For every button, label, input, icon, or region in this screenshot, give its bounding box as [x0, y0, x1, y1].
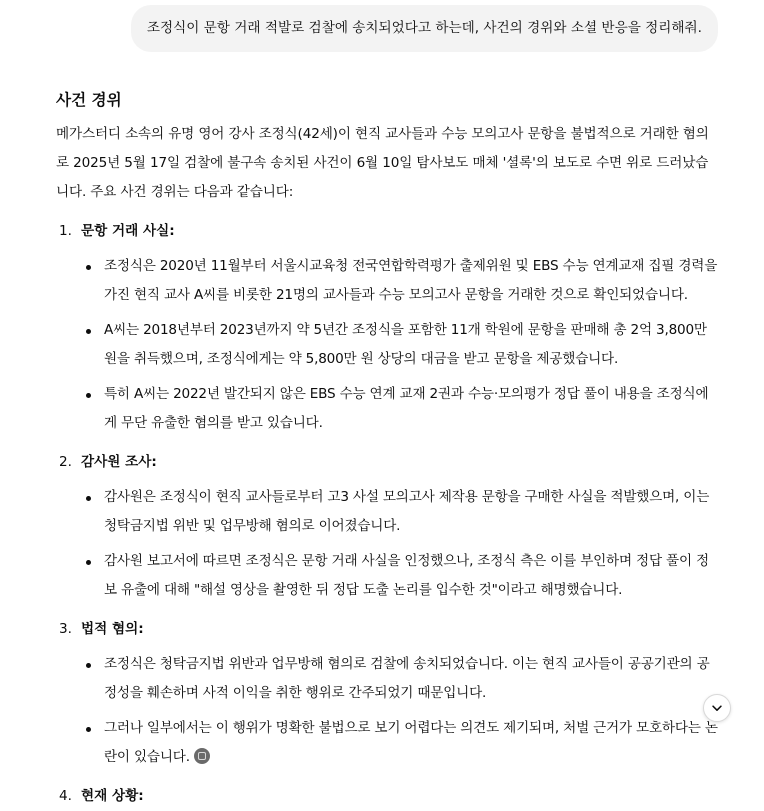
section-title: 감사원 조사: — [81, 454, 157, 470]
source-citation-icon[interactable] — [194, 748, 210, 764]
section-list — [56, 217, 718, 811]
bullet-item: 조정식은 2020년 11월부터 서울시교육청 전국연합학력평가 출제위원 및 EBS 수능 연계교재 집필 경력을 가진 현직 교사 A씨를 비롯한 21명의 교사들과 수능 모의고사 문항을 거래한 것으로 확인되었습니다. — [56, 252, 718, 310]
section-number: 2. — [59, 454, 72, 470]
bullet-item: 감사원은 조정식이 현직 교사들로부터 고3 사설 모의고사 제작용 문항을 구매한 사실을 적발했으며, 이는 청탁금지법 위반 및 업무방해 혐의로 이어졌습니다. — [56, 483, 718, 541]
answer-heading: 사건 경위 — [56, 91, 122, 109]
section-number: 1. — [59, 223, 72, 239]
bullet-item: 조정식은 청탁금지법 위반과 업무방해 혐의로 검찰에 송치되었습니다. 이는 현직 교사들이 공공기관의 공정성을 훼손하며 사적 이익을 취한 행위로 간주되었기 때문입니다. — [56, 650, 718, 708]
section-number: 3. — [59, 621, 72, 637]
section-number: 4. — [59, 788, 72, 804]
answer-intro: 메가스터디 소속의 유명 영어 강사 조정식(42세)이 현직 교사들과 수능 모의고사 문항을 불법적으로 거래한 혐의로 2025년 5월 17일 검찰에 불구속 송치된 사건이 6월 10일 탐사보도 매체 '셜록'의 보도로 수면 위로 드러났습니다. 주요 사건 경위는 다음과 같습니다: — [56, 126, 709, 200]
user-message-bubble: 조정식이 문항 거래 적발로 검찰에 송치되었다고 하는데, 사건의 경위와 소셜 반응을 정리해줘. — [131, 5, 718, 52]
assistant-answer — [56, 84, 718, 811]
section-item — [56, 615, 718, 772]
bullet-item: A씨는 2018년부터 2023년까지 약 5년간 조정식을 포함한 11개 학원에 문항을 판매해 총 2억 3,800만원을 취득했으며, 조정식에게는 약 5,800만 원 상당의 대금을 받고 문항을 제공했습니다. — [56, 316, 718, 374]
section-title: 법적 혐의: — [81, 621, 144, 637]
section-item — [56, 217, 718, 438]
bullet-item: 특히 A씨는 2022년 발간되지 않은 EBS 수능 연계 교재 2권과 수능·모의평가 정답 풀이 내용을 조정식에게 무단 유출한 혐의를 받고 있습니다. — [56, 380, 718, 438]
user-message-row — [131, 5, 718, 52]
bullet-list — [56, 252, 718, 438]
section-item — [56, 782, 718, 811]
section-item — [56, 448, 718, 605]
bullet-item: 그러나 일부에서는 이 행위가 명확한 불법으로 보기 어렵다는 의견도 제기되며, 처벌 근거가 모호하다는 논란이 있습니다. — [56, 714, 718, 772]
scroll-to-bottom-button[interactable] — [703, 694, 731, 722]
bullet-list — [56, 650, 718, 772]
chevron-down-icon — [710, 701, 724, 715]
bullet-list — [56, 483, 718, 605]
section-title: 현재 상황: — [81, 788, 144, 804]
bullet-item: 감사원 보고서에 따르면 조정식은 문항 거래 사실을 인정했으나, 조정식 측은 이를 부인하며 정답 풀이 정보 유출에 대해 "해설 영상을 촬영한 뒤 정답 도출 논리를 입수한 것"이라고 해명했습니다. — [56, 547, 718, 605]
section-title: 문항 거래 사실: — [81, 223, 175, 239]
